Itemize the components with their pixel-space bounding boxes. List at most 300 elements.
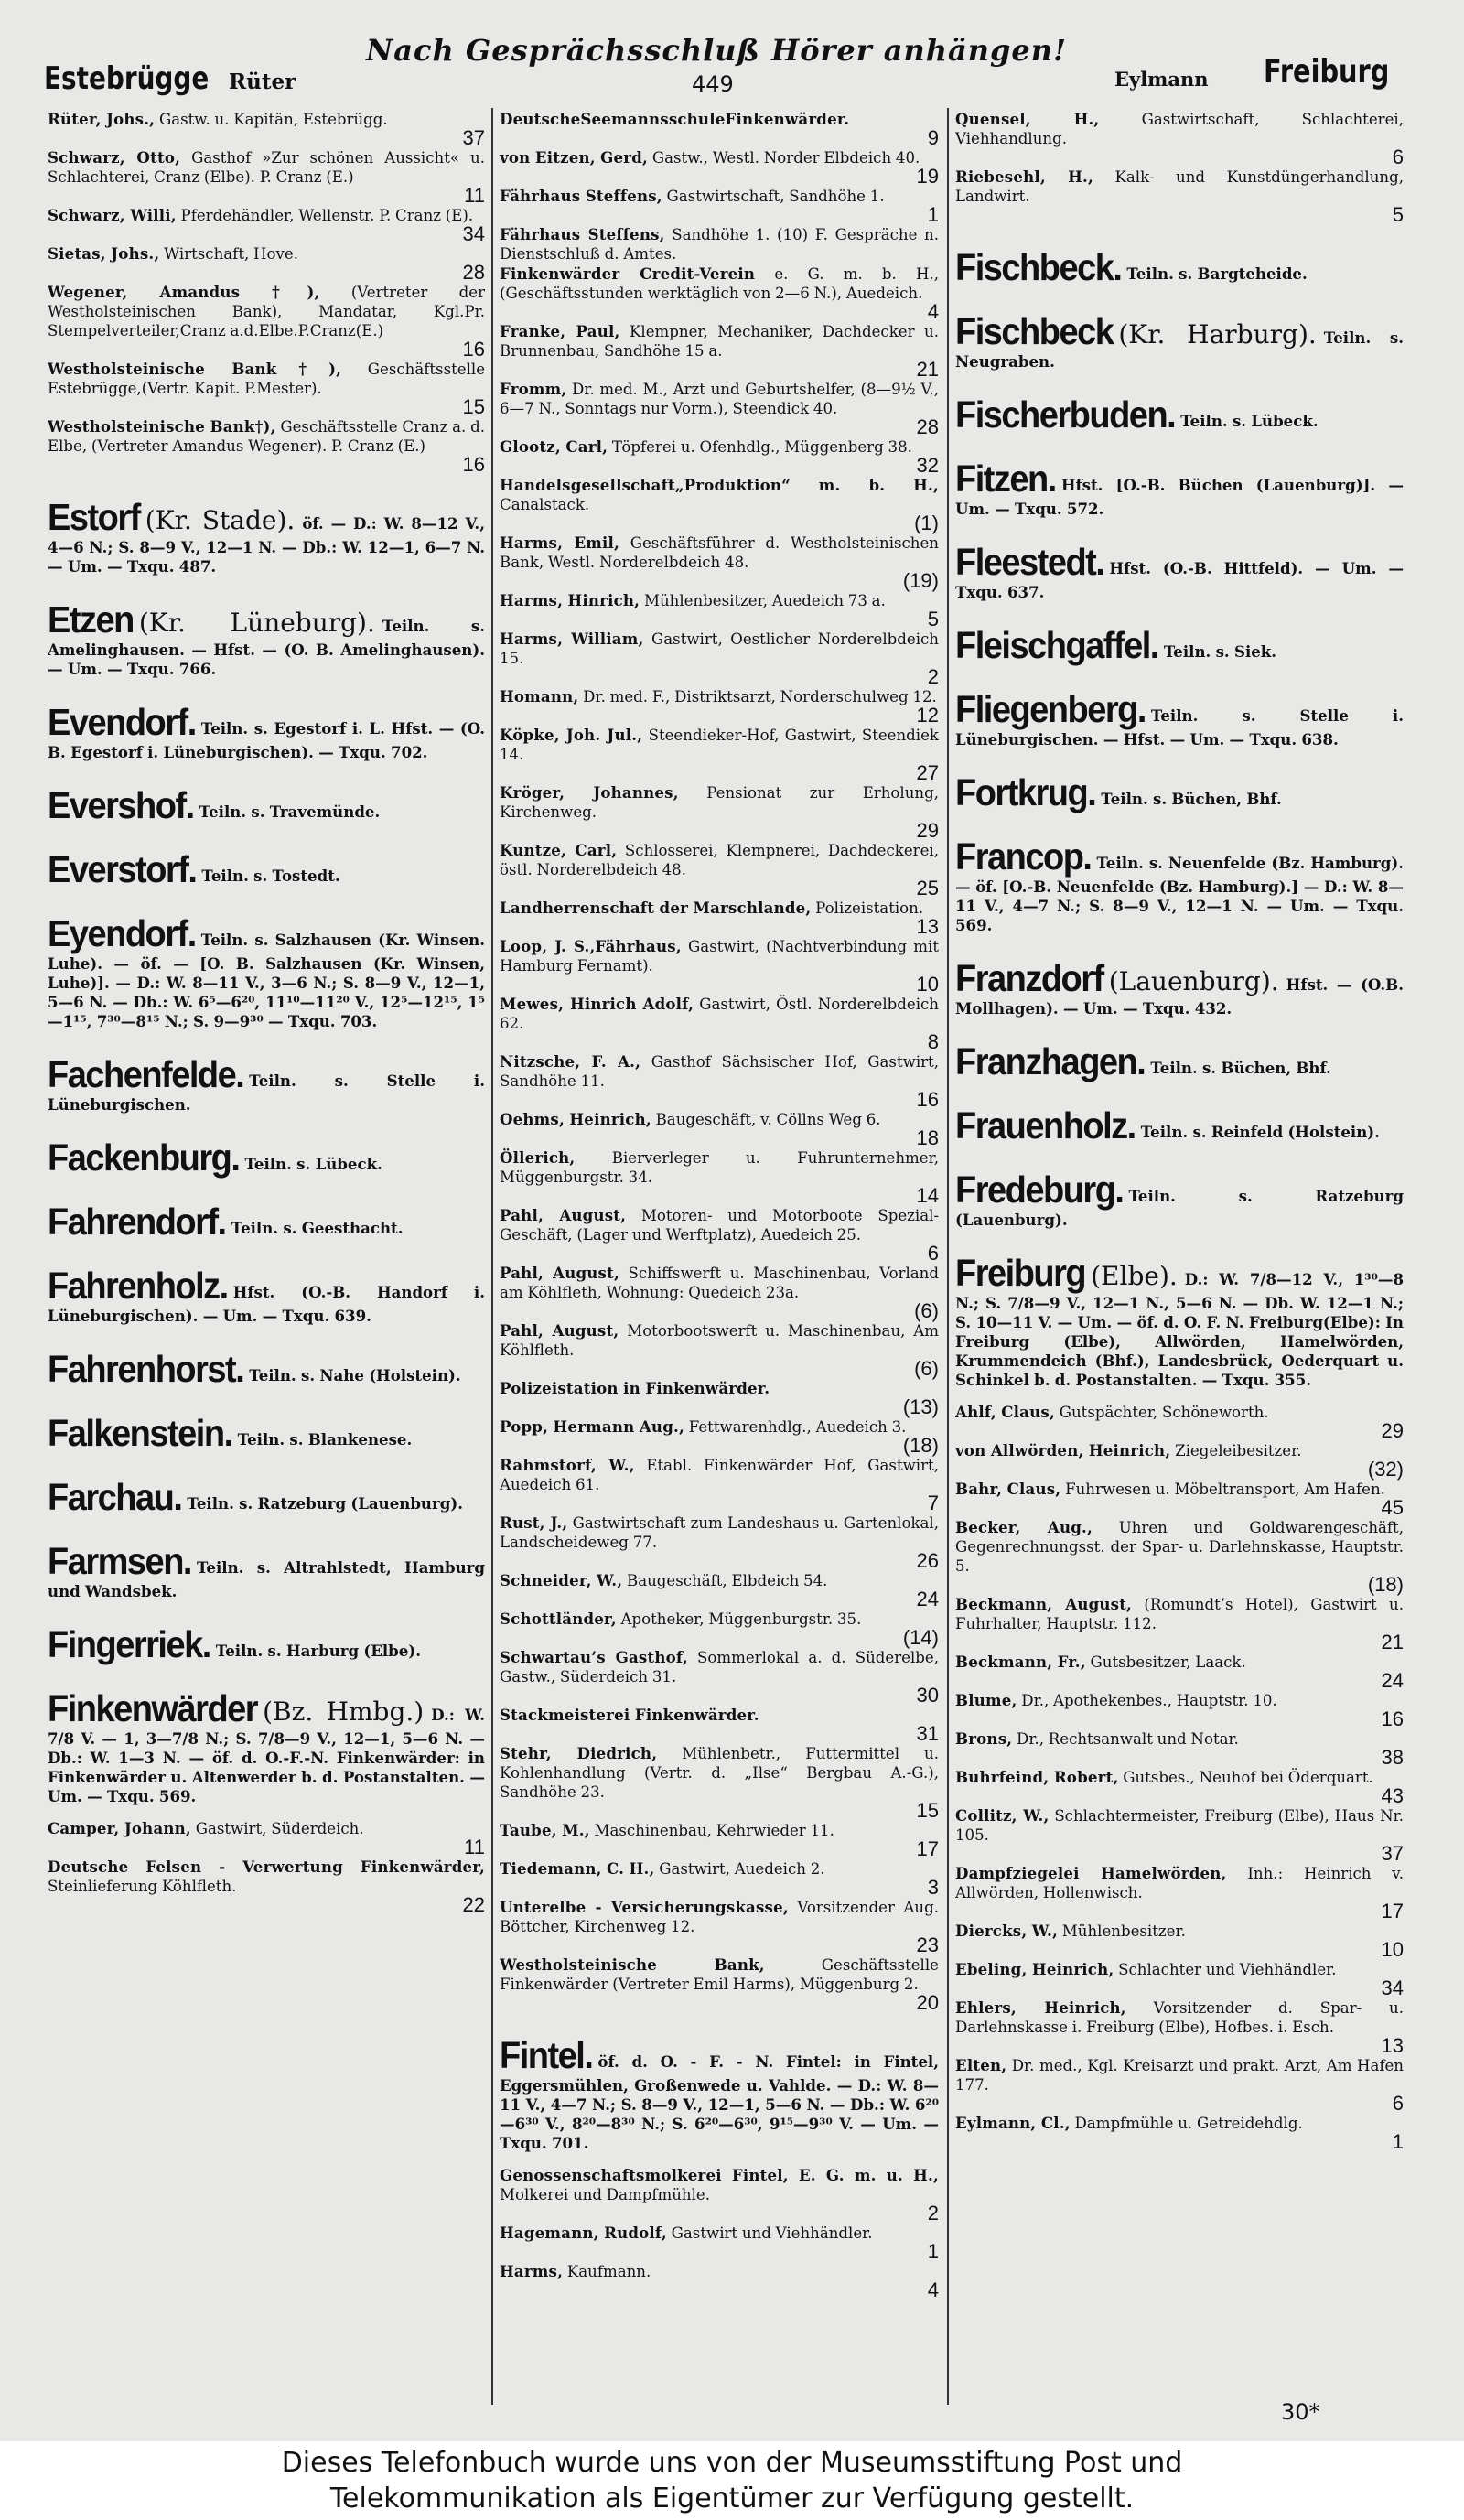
place-heading [48, 1542, 485, 1601]
place-heading [48, 850, 485, 890]
place-name: Evershof. [48, 785, 194, 827]
subscriber-details: Pensionat zur Erholung, Kirchenweg. [500, 784, 939, 821]
place-heading [48, 1689, 485, 1806]
subscriber-entry [955, 1403, 1404, 1440]
place-heading [955, 773, 1404, 813]
phone-number: 15 [462, 395, 485, 418]
subscriber-name: Beckmann, August, [955, 1595, 1133, 1613]
subscriber-name: Kuntze, Carl, [500, 841, 618, 859]
subscriber-details: Ziegeleibesitzer. [1175, 1442, 1302, 1459]
subscriber-details: (Vertreter der Westholsteinischen Bank), Mandatar, Kgl.Pr. Stempelverteiler,Cranz a.d.Elbe.P.Cranz(E.) [48, 284, 485, 339]
subscriber-details: Motorbootswerft u. Maschinenbau, Am Köhlfleth. [500, 1322, 939, 1359]
place-details: Hfst. [O.-B. Büchen (Lauenburg)]. — Um. — Txqu. 572. [955, 476, 1404, 518]
phone-number: 1 [927, 203, 939, 226]
place-details: öf. d. O. - F. - N. Fintel: in Fintel, Eggersmühlen, Großenwede u. Vahlde. — D.: W. 8—11 V., 4—7 N.; S. 8—9 V., 12—1, 5—6 N. — Db.: W. 6²⁰—6³⁰ V., 8²⁰—8³⁰ N.; S. 6²⁰—6³⁰, 9¹⁵—9³⁰ V. — Um. — Txqu. 701. [500, 2052, 939, 2152]
subscriber-entry [500, 264, 939, 321]
subscriber-entry [955, 1518, 1404, 1594]
subscriber-details: Gastw., Westl. Norder Elbdeich 40. [651, 149, 920, 167]
place-heading [48, 1414, 485, 1454]
place-details: Hfst. (O.-B. Hittfeld). — Um. — Txqu. 637. [955, 559, 1404, 601]
place-heading [955, 395, 1404, 436]
place-details: Teiln. s. Lübeck. [244, 1155, 382, 1173]
phone-number: 14 [916, 1184, 939, 1207]
phone-number: (18) [902, 1434, 939, 1457]
place-heading [955, 690, 1404, 749]
place-name: Fachenfelde. [48, 1054, 244, 1096]
place-name: Fahrenhorst. [48, 1349, 244, 1391]
subscriber-details: Gastwirtschaft, Schlachterei, Viehhandlung. [955, 111, 1404, 147]
subscriber-name: Sietas, Johs., [48, 244, 160, 263]
subscriber-details: Mühlenbesitzer. [1061, 1922, 1186, 1940]
place-details: Teiln. s. Siek. [1163, 642, 1277, 661]
subscriber-name: Handelsgesellschaft„Produktion“ m. b. H., [500, 476, 939, 494]
subscriber-details: Gutspächter, Schöneworth. [1059, 1404, 1269, 1421]
place-district: (Elbe). [1091, 1261, 1178, 1291]
subscriber-name: Fromm, [500, 380, 567, 398]
subscriber-details: Baugeschäft, Elbdeich 54. [627, 1572, 828, 1589]
place-details: Teiln. s. Stelle i. Lüneburgischen. [48, 1072, 485, 1114]
phone-number: 15 [916, 1799, 939, 1822]
place-details: Teiln. s. Tostedt. [201, 867, 340, 885]
subscriber-entry [500, 899, 939, 936]
subscriber-entry [48, 206, 485, 243]
place-details: Teiln. s. Blankenese. [237, 1430, 413, 1448]
place-name: Francop. [955, 836, 1092, 878]
phone-number: 28 [916, 415, 939, 438]
subscriber-details: Polizeistation. [815, 899, 924, 917]
place-heading [48, 600, 485, 679]
column-rule-1 [491, 108, 493, 2405]
phone-number: (6) [914, 1299, 939, 1322]
subscriber-details: Gastwirtschaft zum Landeshaus u. Gartenlokal, Landscheideweg 77. [500, 1514, 939, 1551]
subscriber-name: Tiedemann, C. H., [500, 1859, 655, 1878]
subscriber-name: Popp, Hermann Aug., [500, 1417, 684, 1436]
subscriber-details: Gasthof Sächsischer Hof, Gastwirt, Sandhöhe 11. [500, 1053, 939, 1090]
subscriber-details: Dr., Apothekenbes., Hauptstr. 10. [1021, 1692, 1277, 1709]
subscriber-name: Franke, Paul, [500, 322, 620, 340]
place-name: Fintel. [500, 2035, 593, 2077]
subscriber-details: Schiffswerft u. Maschinenbau, Vorland am Köhlfleth, Wohnung: Quedeich 23a. [500, 1265, 939, 1301]
subscriber-entry [955, 1729, 1404, 1767]
phone-number: 43 [1381, 1784, 1404, 1807]
subscriber-entry [500, 2262, 939, 2299]
place-details: Teiln. s. Lübeck. [1180, 412, 1319, 430]
subscriber-details: Vorsitzender d. Spar- u. Darlehnskasse i. Freiburg (Elbe), Hofbes. i. Esch. [955, 1999, 1404, 2036]
phone-number: 16 [462, 453, 485, 476]
subscriber-entry [48, 283, 485, 359]
phone-number: 25 [916, 877, 939, 899]
subscriber-details: Inh.: Heinrich v. Allwörden, Hollenwisch. [955, 1865, 1404, 1901]
subscriber-entry [500, 322, 939, 379]
phone-number: 10 [916, 973, 939, 996]
subscriber-name: Schwartau’s Gasthof, [500, 1648, 688, 1666]
place-name: Fahrendorf. [48, 1201, 226, 1244]
footer-line-2: Telekommunikation als Eigentümer zur Verfügung gestellt. [329, 2482, 1135, 2515]
subscriber-details: Kalk- und Kunstdüngerhandlung, Landwirt. [955, 168, 1404, 205]
place-heading [955, 1042, 1404, 1082]
subscriber-entry [500, 187, 939, 224]
place-details: D.: W. 7/8—12 V., 1³⁰—8 N.; S. 7/8—9 V., 12—1 N., 5—6 N. — Db. W. 12—1 N.; S. 10—11 V. — Um. — öf. d. O. F. N. Freiburg(Elbe): In Freiburg (Elbe), Allwörden, Hamelwörden, Krummendeich (Bhf.), Landesbrück, Oederquart u. Schinkel b. d. Postanstalten. — Txqu. 355. [955, 1270, 1404, 1389]
subscriber-details: Canalstack. [500, 496, 590, 513]
place-details: Teiln. s. Reinfeld (Holstein). [1140, 1123, 1380, 1141]
place-name: Farmsen. [48, 1541, 191, 1583]
subscriber-details: Klempner, Mechaniker, Dachdecker u. Brunnenbau, Sandhöhe 15 a. [500, 323, 939, 360]
subscriber-entry [500, 1571, 939, 1609]
place-district: (Kr. Stade). [145, 505, 296, 535]
place-details: Teiln. s. Ratzeburg (Lauenburg). [187, 1494, 463, 1513]
subscriber-details: Gastwirt, Östl. Norderelbdeich 62. [500, 996, 939, 1032]
subscriber-entry [955, 1768, 1404, 1805]
subscriber-entry [48, 360, 485, 416]
phone-number: 4 [927, 300, 939, 323]
phone-number: 28 [462, 261, 485, 284]
subscriber-name: Deutsche Felsen - Verwertung Finkenwärder, [48, 1858, 485, 1876]
subscriber-name: Collitz, W., [955, 1806, 1050, 1825]
subscriber-entry [500, 995, 939, 1051]
subscriber-details: Schlachter und Viehhändler. [1118, 1961, 1337, 1978]
phone-number: 13 [1381, 2034, 1404, 2057]
subscriber-name: Schottländer, [500, 1610, 617, 1628]
subscriber-entry [955, 1806, 1404, 1863]
subscriber-details: Steendieker-Hof, Gastwirt, Steendiek 14. [500, 727, 939, 763]
place-name: Estorf [48, 497, 140, 539]
subscriber-name: Pahl, August, [500, 1321, 619, 1340]
column-rule-2 [947, 108, 949, 2405]
subscriber-name: Brons, [955, 1729, 1013, 1748]
running-head-left-keyword: Estebrügge [44, 60, 210, 97]
place-district: (Bz. Hmbg.) [263, 1696, 425, 1727]
place-heading [500, 2036, 939, 2153]
phone-number: 45 [1381, 1496, 1404, 1519]
subscriber-name: Riebesehl, H., [955, 167, 1093, 186]
phone-number: 1 [1392, 2130, 1404, 2153]
subscriber-entry [955, 1864, 1404, 1921]
subscriber-details: Fuhrwesen u. Möbeltransport, Am Hafen. [1065, 1481, 1385, 1498]
subscriber-entry [500, 1648, 939, 1705]
subscriber-name: Rust, J., [500, 1513, 568, 1532]
phone-number: 38 [1381, 1746, 1404, 1769]
phone-number: 3 [927, 1876, 939, 1899]
subscriber-details: Gutsbesitzer, Laack. [1090, 1653, 1246, 1671]
place-district: (Kr. Lüneburg). [138, 608, 375, 638]
phone-number: 32 [916, 454, 939, 477]
subscriber-name: DeutscheSeemannsschuleFinkenwärder. [500, 110, 850, 128]
subscriber-entry [500, 1052, 939, 1109]
subscriber-entry [48, 244, 485, 282]
subscriber-details: Wirtschaft, Hove. [164, 245, 298, 263]
subscriber-entry [500, 2166, 939, 2223]
subscriber-details: Dr. med. M., Arzt und Geburtshelfer, (8—9½ V., 6—7 N., Sonntags nur Vorm.), Steendick 40. [500, 381, 939, 417]
place-heading [955, 543, 1404, 602]
place-name: Fleestedt. [955, 542, 1104, 584]
place-name: Fitzen. [955, 458, 1056, 501]
phone-number: 23 [916, 1933, 939, 1956]
subscriber-details: Motoren- und Motorboote Spezial-Geschäft, (Lager und Werftplatz), Auedeich 25. [500, 1207, 939, 1244]
phone-number: 19 [916, 165, 939, 188]
subscriber-entry [500, 380, 939, 436]
place-heading [955, 837, 1404, 935]
subscriber-details: (Romundt’s Hotel), Gastwirt u. Fuhrhalter, Hauptstr. 112. [955, 1596, 1404, 1632]
subscriber-details: Etabl. Finkenwärder Hof, Gastwirt, Auedeich 61. [500, 1457, 939, 1493]
subscriber-details: Geschäftsführer d. Westholsteinischen Bank, Westl. Norderelbdeich 48. [500, 534, 939, 571]
place-heading [48, 498, 485, 576]
subscriber-name: Bahr, Claus, [955, 1480, 1061, 1498]
place-name: Fredeburg. [955, 1169, 1124, 1212]
place-name: Fischbeck [955, 311, 1114, 353]
subscriber-name: Harms, William, [500, 630, 644, 648]
subscriber-entry [955, 167, 1404, 224]
subscriber-details: Uhren und Goldwarengeschäft, Gegenrechnungsst. der Spar- u. Darlehnskasse, Hauptstr. 5. [955, 1519, 1404, 1575]
phone-number: (18) [1367, 1573, 1404, 1596]
subscriber-details: Gutsbes., Neuhof bei Öderquart. [1123, 1769, 1373, 1786]
phone-number: 6 [1392, 145, 1404, 168]
subscriber-name: Buhrfeind, Robert, [955, 1768, 1119, 1786]
phone-number: 16 [1381, 1707, 1404, 1730]
place-name: Everstorf. [48, 849, 197, 891]
subscriber-details: Baugeschäft, v. Cöllns Weg 6. [655, 1111, 881, 1128]
subscriber-details: Maschinenbau, Kehrwieder 11. [594, 1822, 834, 1839]
subscriber-name: Dampfziegelei Hamelwörden, [955, 1864, 1227, 1882]
place-name: Franzhagen. [955, 1041, 1146, 1083]
subscriber-details: Dr. med., Kgl. Kreisarzt und prakt. Arzt, Am Hafen 177. [955, 2057, 1404, 2094]
phone-number: 20 [916, 1991, 939, 2014]
subscriber-entry [500, 1148, 939, 1205]
subscriber-entry [955, 1960, 1404, 1998]
place-details: Teiln. s. Neuenfelde (Bz. Hamburg). — öf. [O.-B. Neuenfelde (Bz. Hamburg).] — D.: W. 8—11 V., 4—7 N.; S. 8—9 V., 12—1 N. — Um. — Txqu. 569. [955, 854, 1404, 934]
subscriber-details: Mühlenbetr., Futtermittel u. Kohlenhandlung (Vertr. d. „Ilse“ Bergbau A.-G.), Sandhöhe 23. [500, 1745, 939, 1801]
subscriber-name: Diercks, W., [955, 1922, 1058, 1940]
subscriber-name: Landherrenschaft der Marschlande, [500, 899, 812, 917]
subscriber-entry [48, 110, 485, 147]
phone-number: 8 [927, 1030, 939, 1053]
place-name: Freiburg [955, 1253, 1086, 1295]
phone-number: 30 [916, 1684, 939, 1707]
subscriber-entry [955, 1998, 1404, 2055]
subscriber-name: Mewes, Hinrich Adolf, [500, 995, 694, 1013]
place-heading [955, 1106, 1404, 1147]
place-name: Fleischgaffel. [955, 625, 1158, 667]
subscriber-entry [500, 591, 939, 629]
subscriber-entry [48, 148, 485, 205]
phone-number: 21 [916, 358, 939, 381]
subscriber-details: Gastwirtschaft, Sandhöhe 1. [666, 188, 885, 205]
subscriber-entry [500, 1610, 939, 1647]
phone-number: 37 [1381, 1842, 1404, 1865]
subscriber-details: Dr. med. F., Distriktsarzt, Norderschulweg 12. [583, 688, 937, 705]
phone-number: 34 [462, 222, 485, 245]
place-heading [48, 1350, 485, 1390]
phone-number: 2 [927, 665, 939, 688]
phone-number: (14) [902, 1626, 939, 1649]
place-name: Fingerriek. [48, 1624, 210, 1666]
subscriber-entry [955, 1441, 1404, 1479]
phone-number: 13 [916, 915, 939, 938]
place-heading [48, 914, 485, 1031]
page-number: 449 [692, 71, 734, 97]
subscriber-details: e. G. m. b. H., (Geschäftsstunden werktäglich von 2—6 N.), Auedeich. [500, 265, 939, 302]
place-details: Teiln. s. Altrahlstedt, Hamburg und Wandsbek. [48, 1558, 485, 1600]
subscriber-details: Dr., Rechtsanwalt und Notar. [1017, 1730, 1239, 1748]
subscriber-details: Pferdehändler, Wellenstr. P. Cranz (E). [180, 207, 474, 224]
phone-number: 5 [1392, 203, 1404, 226]
phone-number: 29 [916, 819, 939, 842]
subscriber-name: Ehlers, Heinrich, [955, 1998, 1126, 2017]
subscriber-name: Köpke, Joh. Jul., [500, 726, 643, 744]
column-left [48, 110, 485, 2397]
place-name: Franzdorf [955, 958, 1103, 1000]
subscriber-entry [500, 476, 939, 533]
subscriber-details: Gastwirt, Auedeich 2. [659, 1860, 825, 1878]
place-heading [48, 1055, 485, 1115]
subscriber-entry [500, 1706, 939, 1743]
subscriber-entry [955, 1691, 1404, 1728]
subscriber-details: Sandhöhe 1. (10) F. Gespräche n. Dienstschluß d. Amtes. [500, 226, 939, 263]
phone-number: 2 [927, 2202, 939, 2224]
place-details: Teiln. s. Harburg (Elbe). [215, 1642, 421, 1660]
phone-number: 5 [927, 608, 939, 630]
place-heading [955, 959, 1404, 1018]
place-name: Frauenholz. [955, 1105, 1136, 1147]
subscriber-name: Oehms, Heinrich, [500, 1110, 651, 1128]
subscriber-entry [500, 1321, 939, 1378]
place-district: (Kr. Harburg). [1118, 319, 1317, 350]
subscriber-name: Pahl, August, [500, 1264, 619, 1282]
subscriber-name: Schwarz, Otto, [48, 148, 181, 167]
subscriber-details: Geschäftsstelle Estebrügge,(Vertr. Kapit. P.Mester). [48, 361, 485, 397]
subscriber-name: Pahl, August, [500, 1206, 627, 1224]
subscriber-entry [500, 1264, 939, 1320]
phone-number: 31 [916, 1722, 939, 1745]
subscriber-details: Vorsitzender Aug. Böttcher, Kirchenweg 12. [500, 1899, 939, 1935]
subscriber-entry [955, 1653, 1404, 1690]
subscriber-details: Fettwarenhdlg., Auedeich 3. [688, 1418, 907, 1436]
subscriber-details: Molkerei und Dampfmühle. [500, 2186, 710, 2203]
subscriber-name: Harms, [500, 2262, 564, 2280]
subscriber-name: Rüter, Johs., [48, 110, 156, 128]
subscriber-details: Apotheker, Müggenburgstr. 35. [620, 1610, 862, 1628]
place-name: Fischerbuden. [955, 394, 1176, 436]
phone-number: 11 [464, 184, 485, 207]
place-details: Teiln. s. Salzhausen (Kr. Winsen. Luhe). — öf. — [O. B. Salzhausen (Kr. Winsen, Luhe)]. — D.: W. 8—11 V., 3—6 N.; S. 8—9 V., 12—1, 5—6 N. — Db.: W. 6⁵—6²⁰, 11¹⁰—11²⁰ V., 12⁵—12¹⁵, 1⁵—1¹⁵, 7³⁰—8¹⁵ N.; S. 9—9³⁰ — Txqu. 703. [48, 931, 485, 1030]
subscriber-name: Ahlf, Claus, [955, 1403, 1055, 1421]
place-heading [48, 1202, 485, 1243]
phone-number: 29 [1381, 1419, 1404, 1442]
subscriber-name: Rahmstorf, W., [500, 1456, 635, 1474]
subscriber-name: von Eitzen, Gerd, [500, 148, 649, 167]
place-heading [48, 1478, 485, 1518]
column-right [955, 110, 1404, 2397]
place-heading [48, 1266, 485, 1326]
subscriber-details: Gasthof »Zur schönen Aussicht« u. Schlachterei, Cranz (Elbe). P. Cranz (E.) [48, 149, 485, 186]
place-details: öf. — D.: W. 8—12 V., 4—6 N.; S. 8—9 V., 12—1 N. — Db.: W. 12—1, 6—7 N. — Um. — Txqu. 487. [48, 514, 485, 576]
subscriber-entry [500, 437, 939, 475]
subscriber-name: Finkenwärder Credit-Verein [500, 264, 756, 283]
place-heading [48, 786, 485, 826]
subscriber-entry [955, 1480, 1404, 1517]
phone-number: 34 [1381, 1976, 1404, 1999]
subscriber-name: Stehr, Diedrich, [500, 1744, 658, 1762]
phone-number: (19) [902, 569, 939, 592]
subscriber-entry [500, 1821, 939, 1858]
phone-number: 26 [916, 1549, 939, 1572]
subscriber-name: Ebeling, Heinrich, [955, 1960, 1114, 1978]
phone-number: (13) [902, 1395, 939, 1418]
subscriber-name: Kröger, Johannes, [500, 783, 679, 802]
subscriber-details: Gastwirt, Süderdeich. [195, 1820, 364, 1837]
subscriber-details: Mühlenbesitzer, Auedeich 73 a. [643, 592, 886, 609]
phone-number: (1) [914, 512, 939, 534]
subscriber-entry [500, 1417, 939, 1455]
subscriber-details: Steinlieferung Köhlfleth. [48, 1878, 237, 1895]
subscriber-name: Unterelbe - Versicherungskasse, [500, 1898, 789, 1916]
subscriber-entry [500, 533, 939, 590]
running-head-right-name: Eylmann [1114, 68, 1209, 91]
subscriber-details: Gastwirt, Oestlicher Norderelbdeich 15. [500, 630, 939, 667]
phone-number: 24 [1381, 1669, 1404, 1692]
place-details: Teiln. s. Neugraben. [955, 328, 1404, 371]
place-details: Teiln. s. Geesthacht. [231, 1219, 404, 1237]
phone-number: 12 [916, 704, 939, 727]
place-district: (Lauenburg). [1108, 966, 1279, 996]
subscriber-entry [500, 1513, 939, 1570]
subscriber-name: Quensel, H., [955, 110, 1100, 128]
place-heading [955, 626, 1404, 666]
subscriber-details: Geschäftsstelle Cranz a. d. Elbe, (Vertreter Amandus Wegener). P. Cranz (E.) [48, 418, 485, 455]
subscriber-name: Elten, [955, 2056, 1007, 2074]
subscriber-entry [48, 1858, 485, 1914]
phone-number: 18 [916, 1126, 939, 1149]
phone-number: 6 [1392, 2092, 1404, 2115]
subscriber-entry [955, 110, 1404, 167]
subscriber-details: Gastw. u. Kapitän, Estebrügg. [158, 111, 388, 128]
place-heading [955, 312, 1404, 372]
phone-number: 37 [462, 126, 485, 149]
subscriber-entry [500, 225, 939, 264]
subscriber-name: Nitzsche, F. A., [500, 1052, 641, 1071]
place-details: Hfst. (O.-B. Handorf i. Lüneburgischen). — Um. — Txqu. 639. [48, 1283, 485, 1325]
subscriber-name: Becker, Aug., [955, 1518, 1093, 1536]
subscriber-name: Harms, Emil, [500, 533, 620, 552]
place-details: Teiln. s. Stelle i. Lüneburgischen. — Hfst. — Um. — Txqu. 638. [955, 706, 1404, 748]
place-details: D.: W. 7/8 V. — 1, 3—7/8 N.; S. 7/8—9 V., 12—1, 5—6 N. — Db.: W. 1—3 N. — öf. d. O.-F.-N. Finkenwärder: in Finkenwärder u. Altenwerder b. d. Postanstalten. — Um. — Txqu. 569. [48, 1706, 485, 1805]
place-details: Teiln. s. Ratzeburg (Lauenburg). [955, 1187, 1404, 1229]
subscriber-details: Bierverleger u. Fuhrunternehmer, Müggenburgstr. 34. [500, 1149, 939, 1186]
subscriber-name: Westholsteinische Bank, [500, 1955, 765, 1974]
subscriber-entry [500, 1456, 939, 1513]
subscriber-entry [955, 1922, 1404, 1959]
subscriber-name: Eylmann, Cl., [955, 2114, 1071, 2132]
subscriber-name: Westholsteinische Bank†), [48, 417, 276, 436]
subscriber-name: Fährhaus Steffens, [500, 225, 665, 243]
place-details: Hfst. — (O.B. Mollhagen). — Um. — Txqu. 432. [955, 975, 1404, 1018]
subscriber-name: Westholsteinische Bank†), [48, 360, 342, 378]
place-details: Teiln. s. Bargteheide. [1126, 264, 1308, 283]
subscriber-entry [500, 841, 939, 898]
place-heading [955, 1170, 1404, 1230]
subscriber-name: Blume, [955, 1691, 1017, 1709]
phone-number: 17 [916, 1837, 939, 1860]
subscriber-details: Schlachtermeister, Freiburg (Elbe), Haus Nr. 105. [955, 1807, 1404, 1844]
place-name: Fahrenholz. [48, 1265, 228, 1308]
place-details: Teiln. s. Travemünde. [199, 802, 381, 821]
subscriber-entry [500, 2224, 939, 2261]
subscriber-entry [500, 1379, 939, 1416]
subscriber-name: Harms, Hinrich, [500, 591, 640, 609]
subscriber-details: Töpferei u. Ofenhdlg., Müggenberg 38. [611, 438, 912, 456]
phone-number: 16 [462, 338, 485, 361]
subscriber-name: Wegener, Amandus †), [48, 283, 320, 301]
subscriber-details: Kaufmann. [566, 2263, 651, 2280]
